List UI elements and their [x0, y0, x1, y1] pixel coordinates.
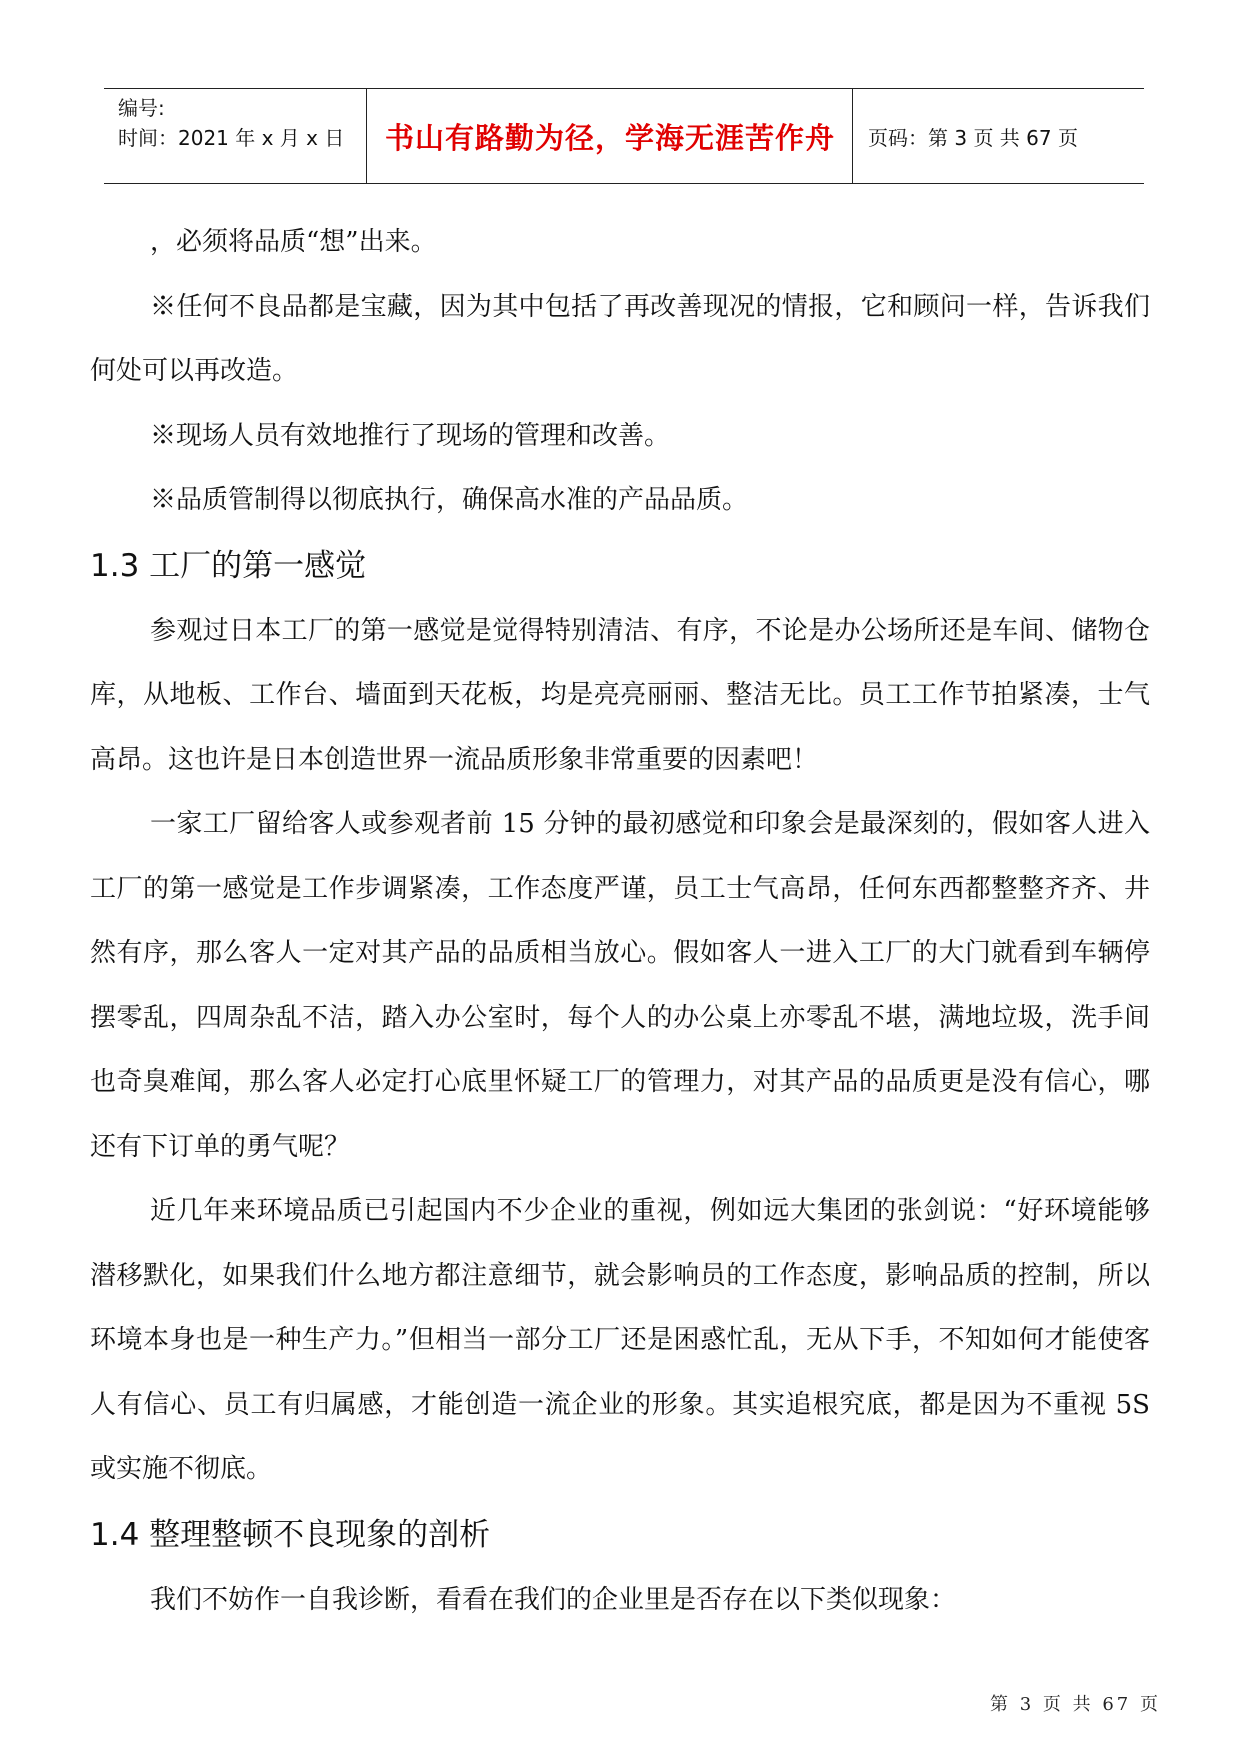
paragraph: ※任何不良品都是宝藏，因为其中包括了再改善现况的情报，它和顾问一样，告诉我们何处可以再改造。: [90, 291, 1150, 386]
section-heading: 1.4 整理整顿不良现象的剖析: [90, 1516, 491, 1553]
header-number: 编号:: [118, 96, 165, 120]
document-header: [104, 88, 1144, 184]
header-date: 时间：2021 年 x 月 x 日: [118, 126, 345, 150]
paragraph: ，必须将品质“想”出来。: [150, 227, 437, 257]
header-page-number: 页码：第 3 页 共 67 页: [868, 125, 1078, 150]
header-meta: [118, 93, 344, 153]
paragraph: ※品质管制得以彻底执行，确保高水准的产品品质。: [150, 485, 749, 515]
page-footer: 第 3 页 共 67 页: [990, 1694, 1161, 1715]
paragraph: 近几年来环境品质已引起国内不少企业的重视，例如远大集团的张剑说：“好环境能够潜移默化，如果我们什么地方都注意细节，就会影响员的工作态度，影响品质的控制，所以环境本身也是一种生产力。”但相当一部分工厂还是困惑忙乱，无从下手，不知如何才能使客人有信心、员工有归属感，才能创造一流企业的形象。其实追根究底，都是因为不重视 5S 或实施不彻底。: [90, 1196, 1150, 1484]
paragraph: 一家工厂留给客人或参观者前 15 分钟的最初感觉和印象会是最深刻的，假如客人进入工厂的第一感觉是工作步调紧凑，工作态度严谨，员工士气高昂，任何东西都整整齐齐、井然有序，那么客人一定对其产品的品质相当放心。假如客人一进入工厂的大门就看到车辆停摆零乱，四周杂乱不洁，踏入办公室时，每个人的办公桌上亦零乱不堪，满地垃圾，洗手间也奇臭难闻，那么客人必定打心底里怀疑工厂的管理力，对其产品的品质更是没有信心，哪还有下订单的勇气呢？: [90, 809, 1150, 1162]
section-heading: 1.3 工厂的第一感觉: [90, 547, 367, 584]
header-divider: [852, 89, 853, 183]
document-body: [90, 210, 1150, 1632]
paragraph: 我们不妨作一自我诊断，看看在我们的企业里是否存在以下类似现象：: [150, 1584, 957, 1615]
header-divider: [366, 89, 367, 183]
paragraph: ※现场人员有效地推行了现场的管理和改善。: [150, 420, 671, 451]
paragraph: 参观过日本工厂的第一感觉是觉得特别清洁、有序，不论是办公场所还是车间、储物仓库，从地板、工作台、墙面到天花板，均是亮亮丽丽、整洁无比。员工工作节拍紧凑，士气高昂。这也许是日本创造世界一流品质形象非常重要的因素吧！: [90, 615, 1150, 775]
header-motto: 书山有路勤为径，学海无涯苦作舟: [384, 120, 835, 155]
